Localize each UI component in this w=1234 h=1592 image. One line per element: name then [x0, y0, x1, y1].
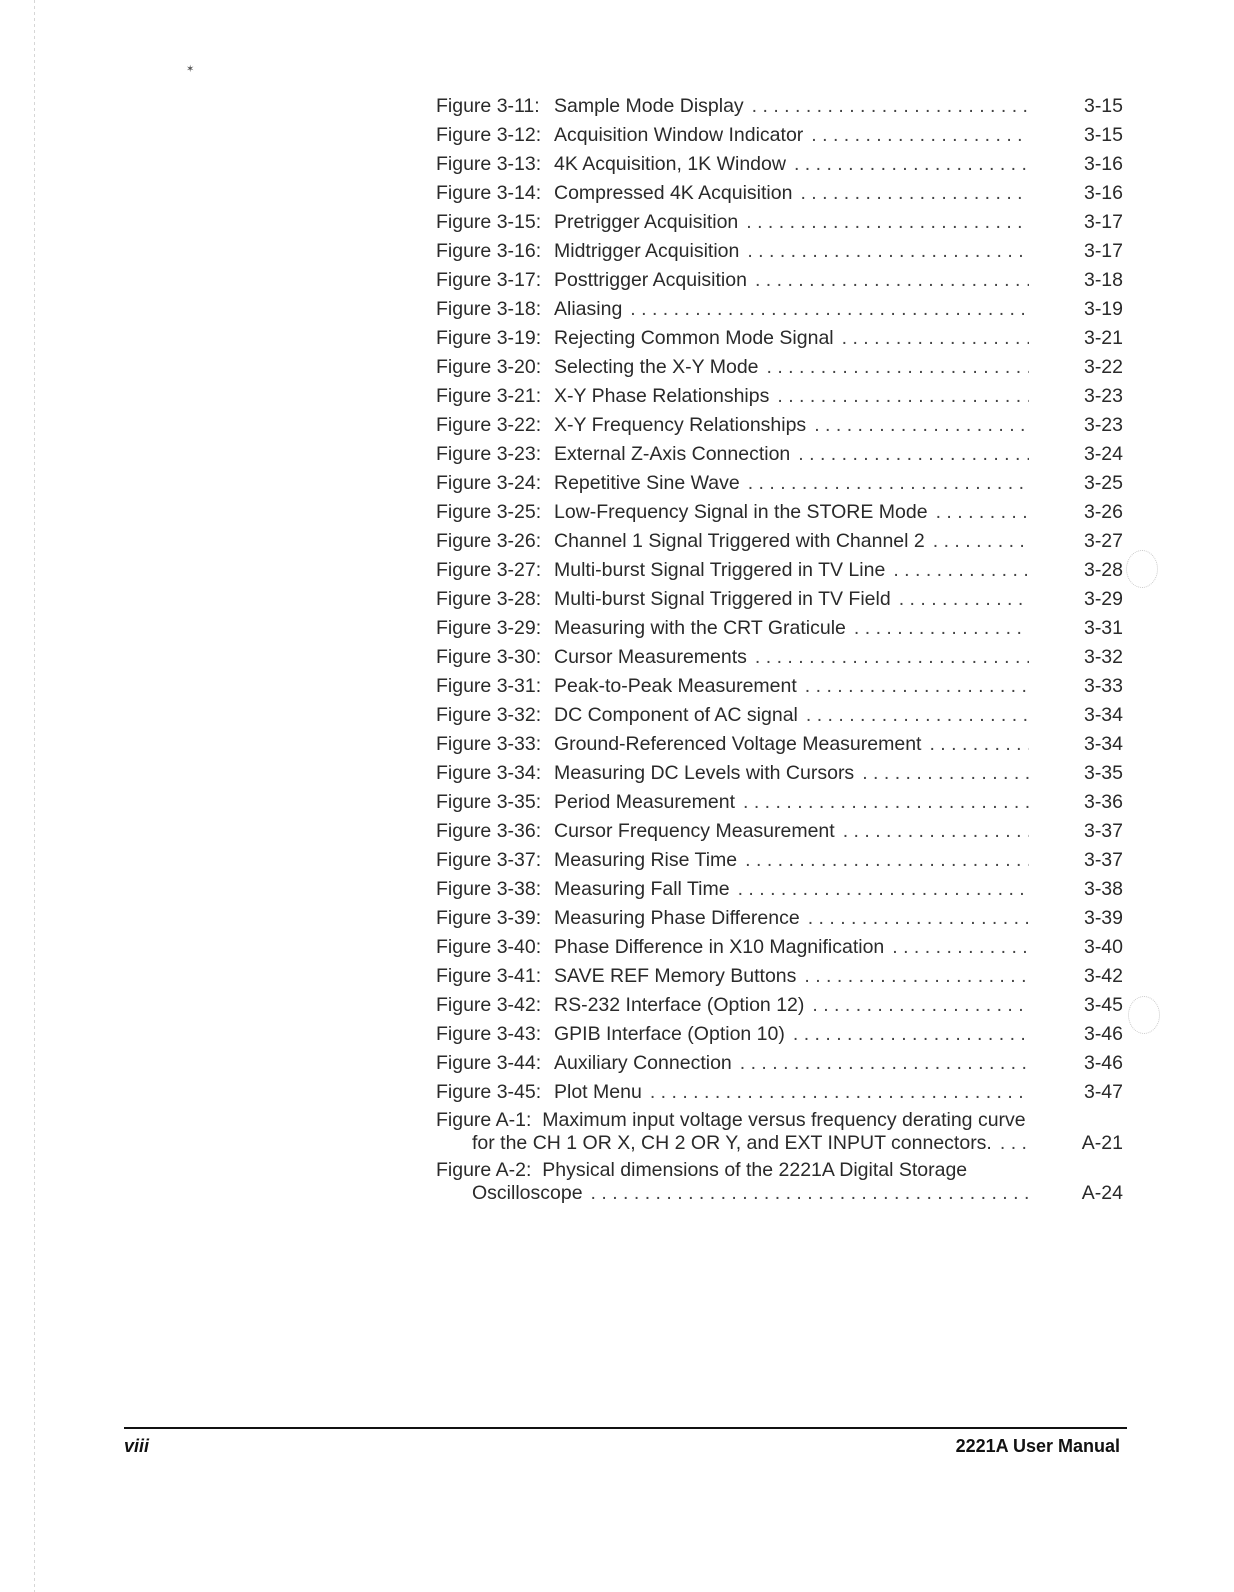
figure-title: Multi-burst Signal Triggered in TV Field [554, 588, 891, 610]
figure-title: Maximum input voltage versus frequency derating curve [542, 1109, 1026, 1131]
dot-leader [738, 877, 1029, 902]
figure-page-number: 3-16 [1083, 182, 1123, 204]
dot-leader [743, 790, 1029, 815]
figure-number: Figure 3-38: [436, 878, 542, 900]
figure-page-number: 3-27 [1083, 530, 1123, 552]
figure-number: Figure 3-15: [436, 211, 542, 233]
figure-title: Channel 1 Signal Triggered with Channel 2 [554, 530, 925, 552]
dot-leader [933, 529, 1029, 554]
figure-number: Figure 3-28: [436, 588, 542, 610]
figure-number: Figure 3-40: [436, 936, 542, 958]
dot-leader [843, 819, 1029, 844]
figure-page-number: 3-25 [1083, 472, 1123, 494]
figure-number: Figure 3-11: [436, 95, 540, 117]
figure-page-number: 3-37 [1083, 849, 1123, 871]
figure-title: External Z-Axis Connection [554, 443, 791, 465]
figure-page-number: 3-26 [1083, 501, 1123, 523]
dot-leader [804, 964, 1029, 989]
figure-list-item [436, 355, 1126, 384]
figure-page-number: 3-31 [1083, 617, 1123, 639]
figure-page-number: 3-46 [1083, 1052, 1123, 1074]
figure-list-item [436, 384, 1126, 413]
figure-number: Figure 3-21: [436, 385, 542, 407]
figure-page-number: 3-19 [1083, 298, 1123, 320]
figure-page-number: 3-42 [1083, 965, 1123, 987]
figure-title-continued: for the CH 1 OR X, CH 2 OR Y, and EXT INPUT connectors. [472, 1132, 992, 1154]
figure-entry-second-line [436, 1181, 1126, 1205]
figure-number: Figure 3-36: [436, 820, 542, 842]
dot-leader [812, 993, 1029, 1018]
figure-title: 4K Acquisition, 1K Window [554, 153, 786, 175]
figure-entry-second-line [436, 1131, 1126, 1155]
figure-list-item [436, 993, 1126, 1022]
dot-leader [630, 297, 1029, 322]
dot-leader [798, 442, 1029, 467]
figure-list-item [436, 906, 1126, 935]
figure-list-item [436, 703, 1126, 732]
figure-page-number: 3-21 [1083, 327, 1123, 349]
figure-number: Figure 3-37: [436, 849, 542, 871]
figure-list-item [436, 732, 1126, 761]
figure-page-number: 3-37 [1083, 820, 1123, 842]
figure-number: Figure 3-25: [436, 501, 542, 523]
dot-leader [794, 152, 1029, 177]
figure-number: Figure 3-27: [436, 559, 542, 581]
figure-title: Aliasing [554, 298, 623, 320]
figure-title: Multi-burst Signal Triggered in TV Line [554, 559, 886, 581]
figure-number: Figure 3-45: [436, 1081, 542, 1103]
figure-list-item [436, 1159, 1126, 1205]
dot-leader [936, 500, 1029, 525]
figure-number: Figure 3-44: [436, 1052, 542, 1074]
figure-number: Figure 3-22: [436, 414, 542, 436]
figure-page-number: 3-33 [1083, 675, 1123, 697]
figure-list-item [436, 500, 1126, 529]
dot-leader [745, 848, 1029, 873]
figure-title: Pretrigger Acquisition [554, 211, 739, 233]
figure-number: Figure 3-13: [436, 153, 542, 175]
punch-hole-mark [1128, 996, 1160, 1034]
figure-title: Auxiliary Connection [554, 1052, 732, 1074]
figure-number: Figure 3-26: [436, 530, 542, 552]
figure-list-item [436, 558, 1126, 587]
figure-page-number: 3-34 [1083, 733, 1123, 755]
figure-page-number: 3-24 [1083, 443, 1123, 465]
figure-entry-first-line [436, 1159, 1126, 1181]
figure-title: Repetitive Sine Wave [554, 472, 740, 494]
figure-list-item [436, 848, 1126, 877]
figure-title: Measuring DC Levels with Cursors [554, 762, 855, 784]
figure-list-item [436, 761, 1126, 790]
dot-leader [806, 703, 1029, 728]
figure-number: Figure 3-29: [436, 617, 542, 639]
dot-leader [842, 326, 1029, 351]
figure-list-item [436, 877, 1126, 906]
figure-list-item [436, 152, 1126, 181]
figure-page-number: A-21 [1081, 1132, 1123, 1154]
figure-list-item [436, 471, 1126, 500]
figure-list-item [436, 442, 1126, 471]
dot-leader [811, 123, 1029, 148]
figure-list-item [436, 964, 1126, 993]
figure-title: Posttrigger Acquisition [554, 269, 747, 291]
figure-list-item [436, 94, 1126, 123]
figure-page-number: 3-47 [1083, 1081, 1123, 1103]
figure-number: Figure 3-19: [436, 327, 542, 349]
figure-page-number: 3-34 [1083, 704, 1123, 726]
dot-leader [893, 558, 1029, 583]
figure-page-number: 3-39 [1083, 907, 1123, 929]
figure-page-number: 3-35 [1083, 762, 1123, 784]
scan-edge-line [34, 0, 35, 1592]
figure-page-number: 3-45 [1083, 994, 1123, 1016]
dot-leader [800, 181, 1029, 206]
figure-page-number: 3-23 [1083, 385, 1123, 407]
figure-title: Sample Mode Display [554, 95, 744, 117]
footer-rule [124, 1427, 1127, 1429]
dot-leader [755, 645, 1029, 670]
list-of-figures [436, 94, 1126, 1209]
footer-manual-title: 2221A User Manual [955, 1436, 1120, 1456]
figure-title: Plot Menu [554, 1081, 642, 1103]
dot-leader [892, 935, 1029, 960]
figure-number: Figure 3-31: [436, 675, 542, 697]
figure-page-number: 3-18 [1083, 269, 1123, 291]
figure-page-number: 3-22 [1083, 356, 1123, 378]
figure-number: Figure 3-30: [436, 646, 542, 668]
figure-list-item [436, 616, 1126, 645]
figure-title: DC Component of AC signal [554, 704, 798, 726]
figure-page-number: 3-17 [1083, 240, 1123, 262]
figure-page-number: 3-46 [1083, 1023, 1123, 1045]
figure-number: Figure 3-39: [436, 907, 542, 929]
figure-title: X-Y Phase Relationships [554, 385, 770, 407]
figure-entry-first-line [436, 1109, 1126, 1131]
figure-list-item [436, 297, 1126, 326]
dot-leader [740, 1051, 1029, 1076]
figure-page-number: 3-15 [1083, 124, 1123, 146]
figure-list-item [436, 123, 1126, 152]
figure-title: Phase Difference in X10 Magnification [554, 936, 885, 958]
figure-list-item [436, 674, 1126, 703]
dot-leader [1000, 1131, 1029, 1155]
figure-title: Compressed 4K Acquisition [554, 182, 793, 204]
figure-page-number: A-24 [1081, 1182, 1123, 1204]
figure-number: Figure 3-34: [436, 762, 542, 784]
figure-page-number: 3-29 [1083, 588, 1123, 610]
figure-title: Ground-Referenced Voltage Measurement [554, 733, 922, 755]
figure-page-number: 3-17 [1083, 211, 1123, 233]
figure-list-item [436, 181, 1126, 210]
figure-list-item [436, 210, 1126, 239]
dot-leader [767, 355, 1029, 380]
figure-title: SAVE REF Memory Buttons [554, 965, 797, 987]
figure-list-item [436, 1051, 1126, 1080]
figure-list-item [436, 326, 1126, 355]
figure-title: X-Y Frequency Relationships [554, 414, 807, 436]
figure-title: Rejecting Common Mode Signal [554, 327, 834, 349]
figure-title: Midtrigger Acquisition [554, 240, 740, 262]
figure-list-item [436, 413, 1126, 442]
figure-title: Selecting the X-Y Mode [554, 356, 759, 378]
figure-list-item [436, 790, 1126, 819]
dot-leader [808, 906, 1029, 931]
figure-number: Figure 3-12: [436, 124, 542, 146]
dot-leader [755, 268, 1029, 293]
figure-title-continued: Oscilloscope [472, 1182, 583, 1204]
dot-leader [777, 384, 1029, 409]
dot-leader [591, 1181, 1029, 1205]
figure-number: Figure 3-20: [436, 356, 542, 378]
footer-page-number: viii [124, 1436, 150, 1456]
figure-number: Figure 3-18: [436, 298, 542, 320]
dot-leader [747, 239, 1029, 264]
dot-leader [929, 732, 1029, 757]
figure-page-number: 3-40 [1083, 936, 1123, 958]
figure-title: Acquisition Window Indicator [554, 124, 804, 146]
figure-list-item [436, 1109, 1126, 1155]
figure-list-item [436, 268, 1126, 297]
figure-title: Period Measurement [554, 791, 736, 813]
figure-number: Figure A-1: [436, 1109, 532, 1131]
figure-number: Figure A-2: [436, 1159, 532, 1181]
figure-number: Figure 3-33: [436, 733, 542, 755]
figure-list-item [436, 1022, 1126, 1051]
figure-page-number: 3-38 [1083, 878, 1123, 900]
figure-title: Measuring with the CRT Graticule [554, 617, 846, 639]
figure-page-number: 3-15 [1083, 95, 1123, 117]
figure-list-item [436, 645, 1126, 674]
dot-leader [746, 210, 1029, 235]
dot-leader [862, 761, 1029, 786]
figure-number: Figure 3-41: [436, 965, 542, 987]
figure-title: Measuring Phase Difference [554, 907, 800, 929]
dot-leader [854, 616, 1029, 641]
figure-list-item [436, 239, 1126, 268]
figure-number: Figure 3-14: [436, 182, 542, 204]
figure-number: Figure 3-23: [436, 443, 542, 465]
figure-list-item [436, 1080, 1126, 1109]
dot-leader [748, 471, 1029, 496]
figure-number: Figure 3-43: [436, 1023, 542, 1045]
figure-list-item [436, 587, 1126, 616]
figure-title: Measuring Fall Time [554, 878, 730, 900]
figure-number: Figure 3-35: [436, 791, 542, 813]
figure-number: Figure 3-17: [436, 269, 542, 291]
scan-speck-mark: ✶ [186, 64, 195, 75]
dot-leader [805, 674, 1029, 699]
dot-leader [752, 94, 1029, 119]
figure-page-number: 3-36 [1083, 791, 1123, 813]
figure-title: Low-Frequency Signal in the STORE Mode [554, 501, 928, 523]
dot-leader [793, 1022, 1029, 1047]
figure-number: Figure 3-24: [436, 472, 542, 494]
figure-title: Physical dimensions of the 2221A Digital Storage [542, 1159, 968, 1181]
figure-number: Figure 3-16: [436, 240, 542, 262]
figure-title: Peak-to-Peak Measurement [554, 675, 797, 697]
figure-page-number: 3-23 [1083, 414, 1123, 436]
figure-list-item [436, 935, 1126, 964]
dot-leader [814, 413, 1029, 438]
punch-hole-mark [1126, 550, 1158, 588]
figure-title: RS-232 Interface (Option 12) [554, 994, 805, 1016]
figure-title: Measuring Rise Time [554, 849, 738, 871]
figure-list-item [436, 819, 1126, 848]
dot-leader [650, 1080, 1029, 1105]
figure-title: Cursor Frequency Measurement [554, 820, 835, 842]
figure-page-number: 3-32 [1083, 646, 1123, 668]
figure-page-number: 3-16 [1083, 153, 1123, 175]
figure-list-item [436, 529, 1126, 558]
figure-number: Figure 3-32: [436, 704, 542, 726]
dot-leader [899, 587, 1029, 612]
figure-number: Figure 3-42: [436, 994, 542, 1016]
figure-title: Cursor Measurements [554, 646, 747, 668]
figure-title: GPIB Interface (Option 10) [554, 1023, 785, 1045]
figure-page-number: 3-28 [1083, 559, 1123, 581]
